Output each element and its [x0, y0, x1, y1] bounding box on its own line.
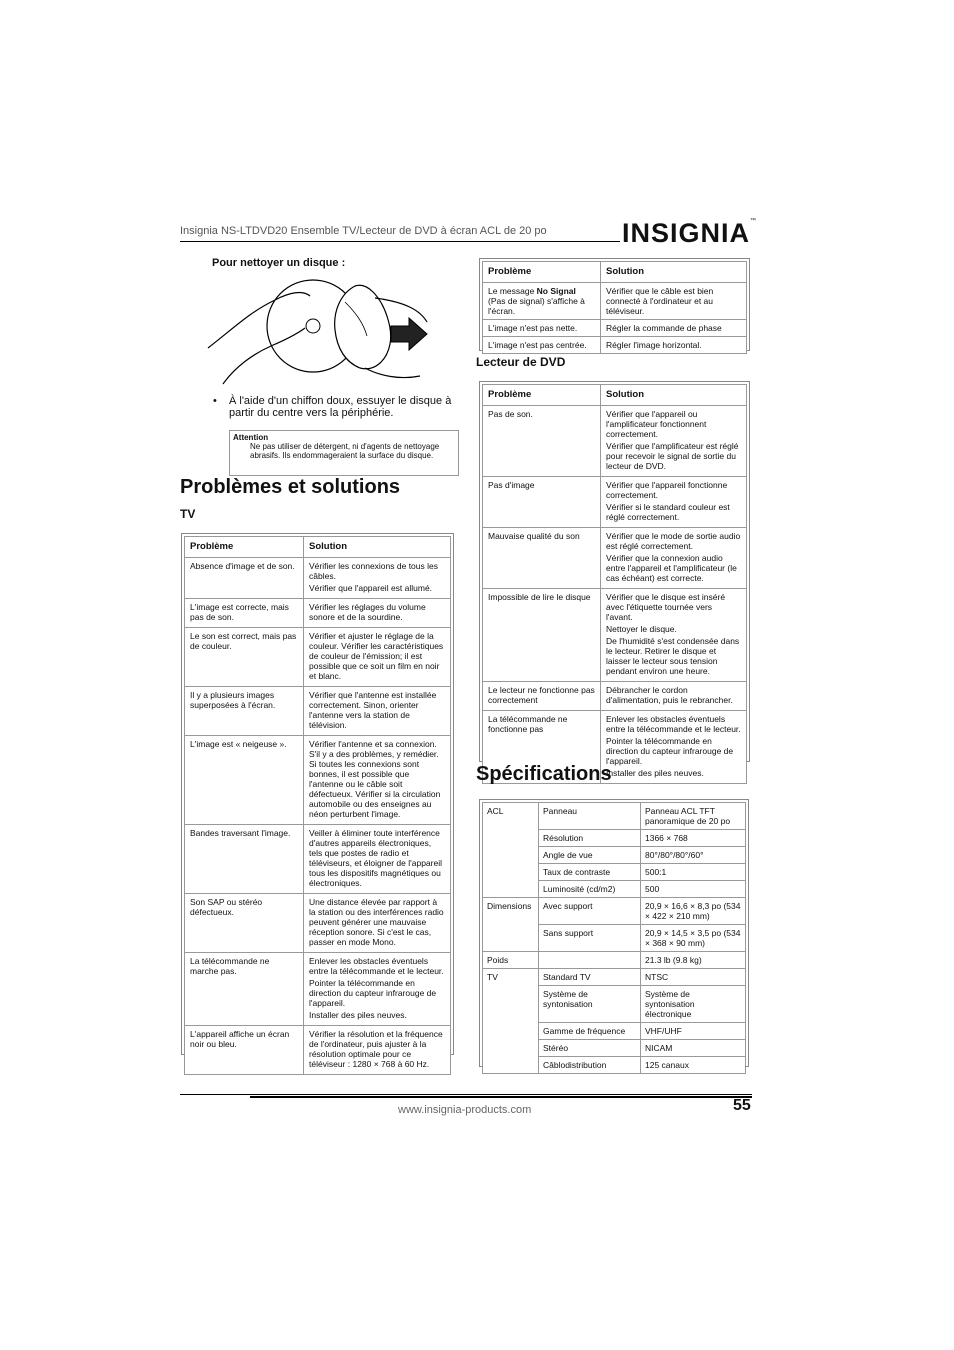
spec-row [483, 969, 746, 986]
pc-col-solution: Solution [601, 262, 747, 283]
solution-text: Vérifier les réglages du volume sonore et de la sourdine. [309, 602, 426, 622]
spec-category: Dimensions [483, 898, 539, 925]
spec-item: Sans support [539, 925, 641, 952]
spec-value: Système de syntonisation électronique [641, 986, 746, 1023]
spec-category [483, 925, 539, 952]
spec-item: Luminosité (cd/m2) [539, 881, 641, 898]
problem-cell: L'image n'est pas centrée. [483, 337, 601, 354]
solution-text: Vérifier les connexions de tous les câbles. [309, 561, 438, 581]
spec-item: Gamme de fréquence [539, 1023, 641, 1040]
problem-cell: Impossible de lire le disque [483, 589, 601, 682]
tv-table [184, 536, 451, 1075]
spec-category [483, 881, 539, 898]
spec-table [482, 802, 746, 1074]
spec-item: Panneau [539, 803, 641, 830]
attention-body: Ne pas utiliser de détergent, ni d'agents de nettoyage abrasifs. Ils endommageraient la surface du disque. [250, 442, 440, 460]
solution-cell [304, 687, 451, 736]
solution-cell [304, 628, 451, 687]
table-row [185, 599, 451, 628]
tv-table-body [185, 558, 451, 1075]
problem-cell: Mauvaise qualité du son [483, 528, 601, 589]
spec-row [483, 1057, 746, 1074]
solution-text: Vérifier que l'appareil ou l'amplificateur fonctionnent correctement. [606, 409, 707, 439]
table-row [483, 528, 747, 589]
pc-table [482, 261, 747, 354]
spec-item: Standard TV [539, 969, 641, 986]
spec-category: ACL [483, 803, 539, 830]
disc-cleaning-illustration [205, 272, 435, 390]
footer-url: www.insignia-products.com [398, 1104, 532, 1116]
solution-text: Vérifier que l'appareil est allumé. [309, 583, 433, 593]
solution-cell [304, 953, 451, 1026]
bullet-text: À l'aide d'un chiffon doux, essuyer le disque à partir du centre vers la périphérie. [229, 395, 452, 419]
spec-item: Système de syntonisation [539, 986, 641, 1023]
attention-box [229, 430, 459, 476]
spec-value: 500:1 [641, 864, 746, 881]
problem-text-post: (Pas de signal) s'affiche à l'écran. [488, 296, 585, 316]
problem-cell: L'image n'est pas nette. [483, 320, 601, 337]
solution-cell [601, 406, 747, 477]
solution-text: Vérifier que le disque est inséré avec l'étiquette tournée vers l'avant. [606, 592, 726, 622]
problem-cell: Absence d'image et de son. [185, 558, 304, 599]
solution-cell [304, 558, 451, 599]
spec-row [483, 898, 746, 925]
problem-text-pre: Le message [488, 286, 537, 296]
problem-cell: L'appareil affiche un écran noir ou bleu. [185, 1026, 304, 1075]
spec-table-body [483, 803, 746, 1074]
problem-cell: Son SAP ou stéréo défectueux. [185, 894, 304, 953]
footer-rule-thick [250, 1096, 752, 1098]
tv-table-frame [181, 533, 454, 1069]
problem-cell: La télécommande ne fonctionne pas [483, 711, 601, 784]
solution-cell: Régler l'image horizontal. [601, 337, 747, 354]
spec-row [483, 830, 746, 847]
spec-row [483, 803, 746, 830]
solution-text: Vérifier que le mode de sortie audio est réglé correctement. [606, 531, 741, 551]
table-row [483, 682, 747, 711]
solution-text: Installer des piles neuves. [309, 1010, 407, 1020]
spec-value: Panneau ACL TFT panoramique de 20 po [641, 803, 746, 830]
spec-value: VHF/UHF [641, 1023, 746, 1040]
dvd-table-body [483, 406, 747, 784]
table-row [185, 558, 451, 599]
dvd-col-problem: Problème [483, 385, 601, 406]
pc-table-body [483, 283, 747, 354]
problem-cell: Pas d'image [483, 477, 601, 528]
table-row [185, 736, 451, 825]
problem-cell: La télécommande ne marche pas. [185, 953, 304, 1026]
solution-cell [304, 1026, 451, 1075]
spec-value: 1366 × 768 [641, 830, 746, 847]
table-row [483, 477, 747, 528]
footer-rule [180, 1094, 752, 1095]
solution-cell [601, 711, 747, 784]
page-number: 55 [733, 1097, 751, 1114]
problem-cell: Pas de son. [483, 406, 601, 477]
spec-item: Taux de contraste [539, 864, 641, 881]
spec-value: 80°/80°/80°/60° [641, 847, 746, 864]
table-row [185, 953, 451, 1026]
pc-col-problem: Problème [483, 262, 601, 283]
solution-text: Nettoyer le disque. [606, 624, 677, 634]
spec-category: Poids [483, 952, 539, 969]
table-row [185, 687, 451, 736]
cleaning-bullet [213, 395, 458, 419]
spec-item: Avec support [539, 898, 641, 925]
spec-category [483, 986, 539, 1023]
spec-category [483, 1057, 539, 1074]
solution-text: Vérifier que l'amplificateur est réglé pour recevoir le signal de sortie du lecteur de DVD. [606, 441, 739, 471]
spec-row [483, 881, 746, 898]
spec-value: 20,9 × 16,6 × 8,3 po (534 × 422 × 210 mm) [641, 898, 746, 925]
pc-table-frame [479, 258, 750, 351]
insignia-logo [622, 218, 757, 249]
solution-text: Pointer la télécommande en direction du capteur infrarouge de l'appareil. [309, 978, 437, 1008]
solution-text: Vérifier la résolution et la fréquence de l'ordinateur, puis ajuster à la résolution optimale pour ce téléviseur : 1280 × 768 à 60 Hz. [309, 1029, 443, 1069]
bullet-dot: • [213, 395, 217, 407]
solution-cell [601, 477, 747, 528]
spec-category [483, 1040, 539, 1057]
spec-value: NTSC [641, 969, 746, 986]
spec-item: Stéréo [539, 1040, 641, 1057]
solution-text: Vérifier que la connexion audio entre l'appareil et l'amplificateur (le cas échéant) est correcte. [606, 553, 737, 583]
spec-category [483, 1023, 539, 1040]
table-row [483, 589, 747, 682]
problem-cell [483, 283, 601, 320]
table-row [185, 825, 451, 894]
spec-value: 21.3 lb (9.8 kg) [641, 952, 746, 969]
dvd-table [482, 384, 747, 784]
problem-cell: Le lecteur ne fonctionne pas correctement [483, 682, 601, 711]
solution-cell: Vérifier que le câble est bien connecté à l'ordinateur et au téléviseur. [601, 283, 747, 320]
solution-cell [304, 736, 451, 825]
spec-category [483, 847, 539, 864]
spec-value: 500 [641, 881, 746, 898]
dvd-subhead: Lecteur de DVD [476, 355, 566, 369]
spec-category [483, 864, 539, 881]
table-row [185, 1026, 451, 1075]
spec-row [483, 864, 746, 881]
spec-row [483, 847, 746, 864]
running-header: Insignia NS-LTDVD20 Ensemble TV/Lecteur de DVD à écran ACL de 20 po [180, 225, 547, 237]
solution-cell: Régler la commande de phase [601, 320, 747, 337]
spec-value: 125 canaux [641, 1057, 746, 1074]
table-row [185, 628, 451, 687]
solution-text: Une distance élevée par rapport à la station ou des interférences radio peuvent générer une mauvaise réception sonore. Si c'est le cas, passer en mode Mono. [309, 897, 444, 947]
solution-text: De l'humidité s'est condensée dans le lecteur. Retirer le disque et laisser le lecteur sous tension pendant environ une heure. [606, 636, 740, 676]
solution-cell [601, 589, 747, 682]
logo-text: INSIGNIA [622, 218, 751, 248]
problem-cell: L'image est correcte, mais pas de son. [185, 599, 304, 628]
spec-item: Câblodistribution [539, 1057, 641, 1074]
header-rule [180, 241, 620, 242]
spec-row [483, 1040, 746, 1057]
problem-cell: Il y a plusieurs images superposées à l'écran. [185, 687, 304, 736]
table-row [483, 283, 747, 320]
solution-text: Enlever les obstacles éventuels entre la télécommande et le lecteur. [606, 714, 741, 734]
problem-cell: L'image est « neigeuse ». [185, 736, 304, 825]
solution-cell [601, 528, 747, 589]
solution-text: Débrancher le cordon d'alimentation, puis le rebrancher. [606, 685, 733, 705]
solution-text: Veiller à éliminer toute interférence d'autres appareils électroniques, tels que postes de radio et téléviseurs, et éloigner de l'appareil tous les dispositifs magnétiques ou électroniques. [309, 828, 442, 888]
dvd-col-solution: Solution [601, 385, 747, 406]
solution-text: Installer des piles neuves. [606, 768, 704, 778]
spec-category: TV [483, 969, 539, 986]
solution-cell [601, 682, 747, 711]
solution-cell [304, 599, 451, 628]
solution-text: Vérifier l'antenne et sa connexion. S'il y a des problèmes, y remédier. Si toutes les connexions sont bonnes, il est possible que l'antenne ou le câble soit défectueux. Vérifier si la circulation automobile ou des enseignes au néon perturbent l'image. [309, 739, 441, 819]
spec-row [483, 925, 746, 952]
tv-col-solution: Solution [304, 537, 451, 558]
problems-title: Problèmes et solutions [180, 476, 401, 498]
cleaning-caption: Pour nettoyer un disque : [212, 257, 346, 269]
spec-table-frame [479, 799, 749, 1070]
attention-title: Attention [233, 433, 269, 442]
solution-text: Vérifier que l'appareil fonctionne correctement. [606, 480, 728, 500]
table-row [483, 406, 747, 477]
spec-item: Angle de vue [539, 847, 641, 864]
solution-text: Pointer la télécommande en direction du capteur infrarouge de l'appareil. [606, 736, 734, 766]
solution-text: Vérifier si le standard couleur est réglé correctement. [606, 502, 730, 522]
solution-cell [304, 825, 451, 894]
spec-row [483, 986, 746, 1023]
table-row [483, 337, 747, 354]
specs-title: Spécifications [476, 763, 612, 785]
solution-text: Vérifier que l'antenne est installée correctement. Sinon, orienter l'antenne vers la station de télévision. [309, 690, 437, 730]
solution-text: Enlever les obstacles éventuels entre la télécommande et le lecteur. [309, 956, 444, 976]
spec-category [483, 830, 539, 847]
tv-col-problem: Problème [185, 537, 304, 558]
problem-cell: Le son est correct, mais pas de couleur. [185, 628, 304, 687]
spec-row [483, 952, 746, 969]
spec-row [483, 1023, 746, 1040]
spec-value: NICAM [641, 1040, 746, 1057]
solution-cell [304, 894, 451, 953]
problem-cell: Bandes traversant l'image. [185, 825, 304, 894]
spec-value: 20,9 × 14,5 × 3,5 po (534 × 368 × 90 mm) [641, 925, 746, 952]
problem-text-bold: No Signal [536, 286, 576, 296]
spec-item [539, 952, 641, 969]
table-row [483, 320, 747, 337]
solution-text: Vérifier et ajuster le réglage de la couleur. Vérifier les caractéristiques de couleur de l'émission; il est possible que ce soit un film en noir et blanc. [309, 631, 444, 681]
logo-tm: ™ [750, 218, 758, 224]
tv-subhead: TV [180, 507, 196, 521]
spec-item: Résolution [539, 830, 641, 847]
table-row [185, 894, 451, 953]
